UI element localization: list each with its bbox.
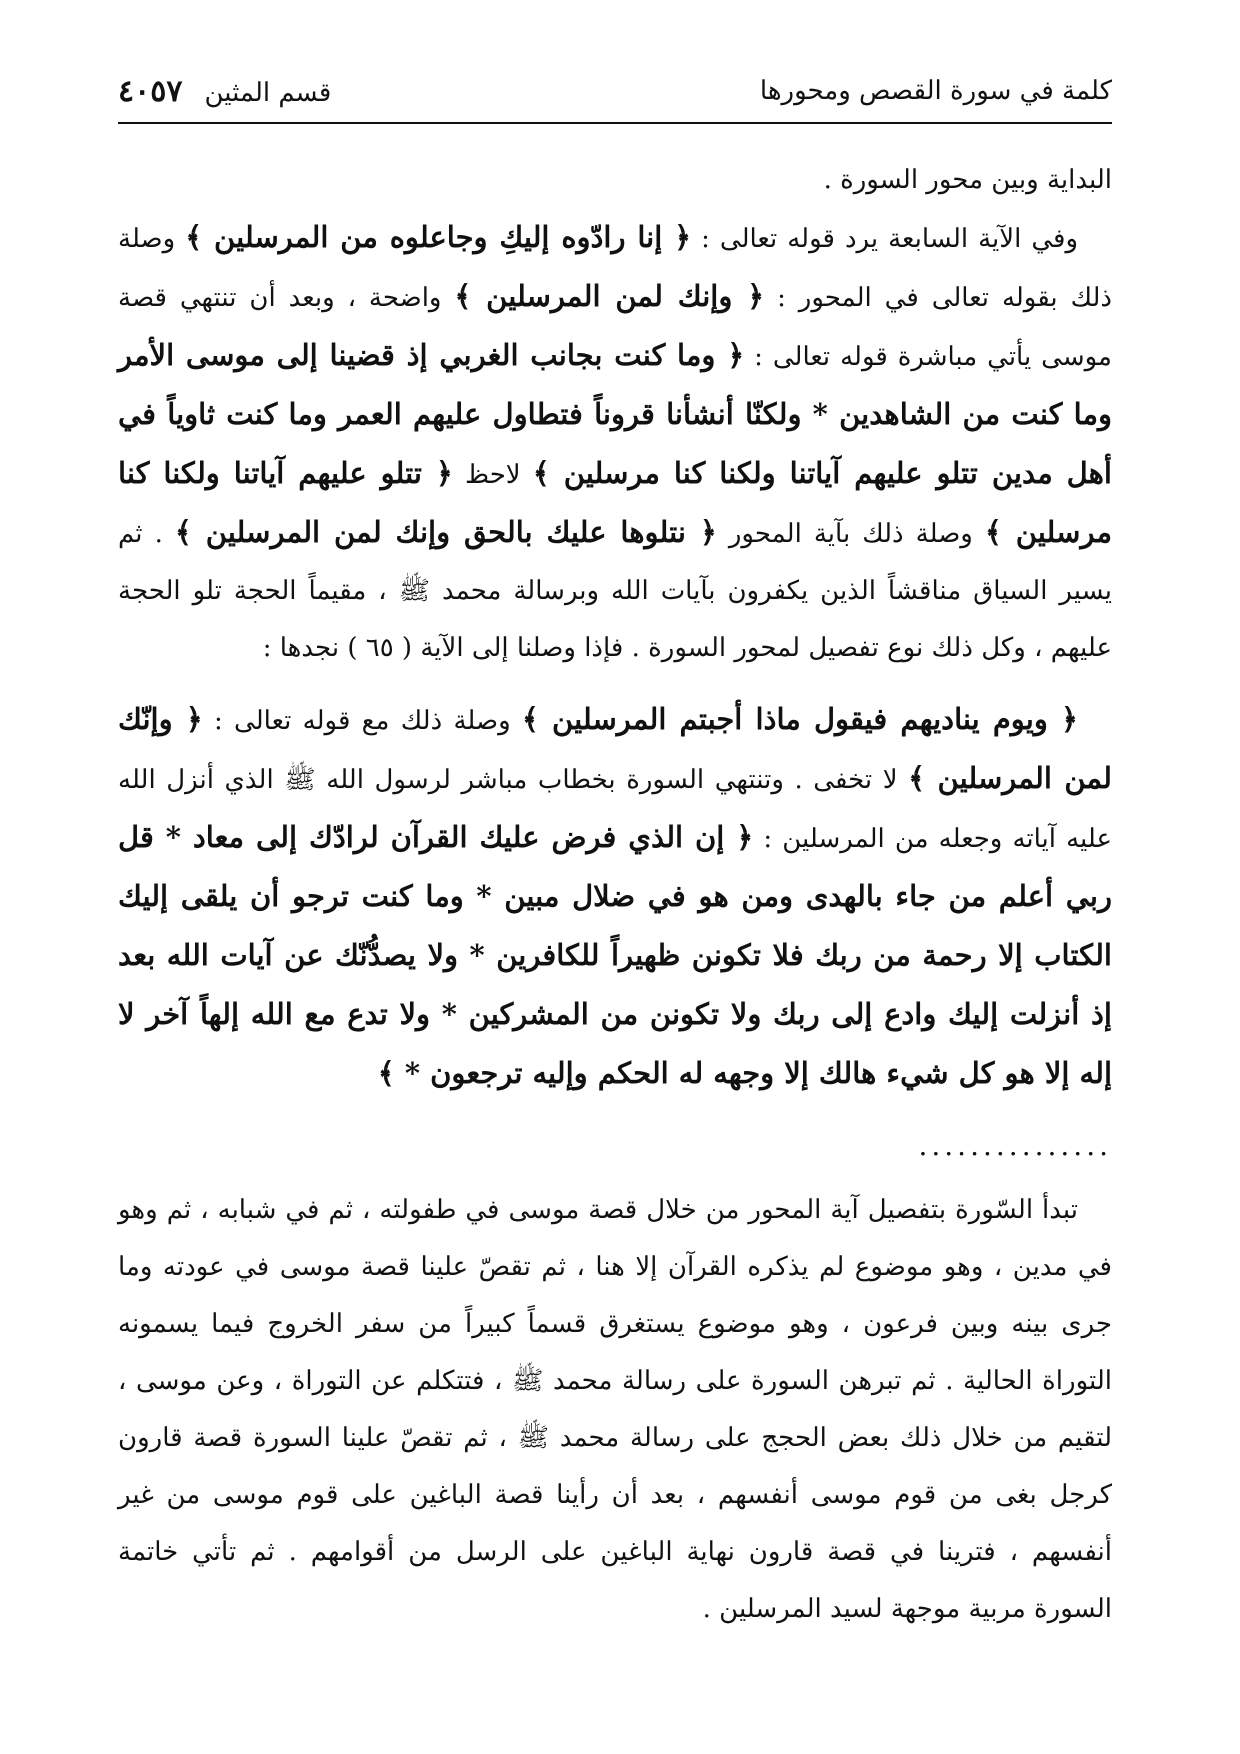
header-rule [118,122,1112,124]
paragraph-2 [118,209,1112,677]
dotted-separator: ............... [918,1129,1112,1162]
running-head [118,62,1112,122]
quran-quote: ﴿ وإنّك لمن المرسلين ﴾ [118,702,1112,795]
p2-text-a: وفي الآية السابعة يرد قوله تعالى : [691,224,1078,254]
page-number: ٤٠٥٧ [118,74,183,109]
p2-text-b: وصلة ذلك بقوله تعالى في المحور : [118,224,1112,313]
p2-text-c: واضحة ، وبعد أن تنتهي قصة موسى يأتي مباشرة قوله تعالى : [118,283,1112,372]
section-name: قسم المثين [204,78,332,108]
p2-text-d: لاحظ [452,460,533,490]
quran-quote: ﴿ إنا رادّوه إليكِ وجاعلوه من المرسلين ﴾ [185,220,692,254]
p2-text-f: . ثم يسير السياق مناقشاً الذين يكفرون بآيات الله وبرسالة محمد ﷺ ، مقيماً الحجة تلو الحجة عليهم ، وكل ذلك نوع تفصيل لمحور السورة . فإذا وصلنا إلى الآية ( ٦٥ ) نجدها : [118,519,1112,663]
quran-quote: ﴿ نتلوها عليك بالحق وإنك لمن المرسلين ﴾ [174,515,717,549]
paragraph-4 [118,1182,1112,1638]
p2-text-e: وصلة ذلك بآية المحور [716,519,985,549]
paragraph-4-text: تبدأ السّورة بتفصيل آية المحور من خلال قصة موسى في طفولته ، ثم في شبابه ، ثم وهو في مدين ، وهو موضوع لم يذكره القرآن إلا هنا ، ثم تقصّ علينا قصة موسى في عودته وما جرى بينه وبين فرعون ، وهو موضوع يستغرق قسماً كبيراً من سفر الخروج فيما يسمونه التوراة الحالية . ثم تبرهن السورة على رسالة محمد ﷺ ، فتتكلم عن التوراة ، وعن موسى ، لتقيم من خلال ذلك بعض الحجج على رسالة محمد ﷺ ، ثم تقصّ علينا السورة قصة قارون كرجل بغى من قوم موسى أنفسهم ، بعد أن رأينا قصة الباغين على قوم موسى من غير أنفسهم ، فترينا في قصة قارون نهاية الباغين على الرسل من أقوامهم . ثم تأتي خاتمة السورة مربية موجهة لسيد المرسلين . [118,1195,1113,1624]
quran-quote: ﴿ إن الذي فرض عليك القرآن لرادّك إلى معاد * قل ربي أعلم من جاء بالهدى ومن هو في ضلال مبين * وما كنت ترجو أن يلقى إليك الكتاب إلا رحمة من ربك فلا تكونن ظهيراً للكافرين * ولا يصدُّنّك عن آيات الله بعد إذ أنزلت إليك وادع إلى ربك ولا تكونن من المشركين * ولا تدع مع الله إلهاً آخر لا إله إلا هو كل شيء هالك إلا وجهه له الحكم وإليه ترجعون * ﴾ [118,820,1112,1090]
quran-quote: ﴿ وما كنت بجانب الغربي إذ قضينا إلى موسى الأمر وما كنت من الشاهدين * ولكنّا أنشأنا قروناً فتطاول عليهم العمر وما كنت ثاوياً في أهل مدين تتلو عليهم آياتنا ولكنا كنا مرسلين ﴾ [118,338,1112,490]
paragraph-3 [118,691,1112,1104]
p3-text-b: لا تخفى . وتنتهي السورة بخطاب مباشر لرسول الله ﷺ الذي أنزل الله عليه آياته وجعله من المرسلين : [118,765,1112,854]
quran-quote: ﴿ ويوم يناديهم فيقول ماذا أجبتم المرسلين ﴾ [521,702,1078,736]
paragraph-gap [118,677,1112,691]
p3-text-a: وصلة ذلك مع قوله تعالى : [202,706,522,736]
paragraph-1-text: البداية وبين محور السورة . [823,165,1112,195]
quran-quote: ﴿ وإنك لمن المرسلين ﴾ [454,279,765,313]
page-marker [118,74,331,110]
paragraph-1 [118,152,1112,209]
quran-quote: ﴿ تتلو عليهم آياتنا ولكنا كنا مرسلين ﴾ [118,456,1112,549]
page-body [118,152,1112,1638]
chapter-title: كلمة في سورة القصص ومحورها [759,76,1112,107]
